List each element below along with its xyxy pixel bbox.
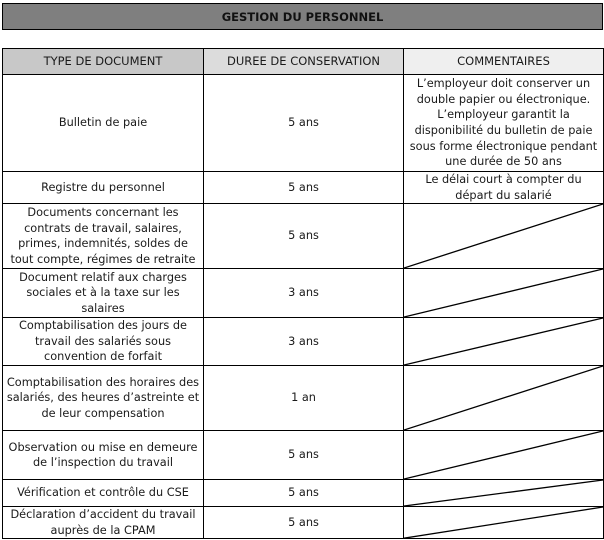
comment-cell-empty — [404, 507, 604, 539]
retention-duration-cell: 5 ans — [204, 431, 404, 480]
retention-duration-cell: 3 ans — [204, 269, 404, 318]
diagonal-line — [404, 431, 603, 479]
document-type-cell: Observation ou mise en demeure de l’inspection du travail — [3, 431, 204, 480]
table-row — [3, 75, 604, 172]
document-type-cell: Déclaration d’accident du travail auprès de la CPAM — [3, 507, 204, 539]
diagonal-strike-icon — [404, 366, 603, 430]
diagonal-line — [404, 480, 603, 506]
retention-duration-cell: 5 ans — [204, 75, 404, 172]
table-row — [3, 366, 604, 431]
comment-cell: Le délai court à compter du départ du salarié — [404, 172, 604, 204]
comment-cell-empty — [404, 431, 604, 480]
diagonal-line — [404, 318, 603, 365]
document-type-cell: Document relatif aux charges sociales et à la taxe sur les salaires — [3, 269, 204, 318]
document-type-cell: Bulletin de paie — [3, 75, 204, 172]
comment-cell-empty — [404, 204, 604, 269]
comment-cell-empty — [404, 480, 604, 507]
table-header-row — [3, 49, 604, 75]
table-row — [3, 318, 604, 366]
column-header-commentaires: COMMENTAIRES — [404, 49, 604, 75]
diagonal-strike-icon — [404, 204, 603, 268]
diagonal-line — [404, 204, 603, 268]
diagonal-line — [404, 366, 603, 430]
comment-cell-empty — [404, 366, 604, 431]
diagonal-line — [404, 507, 603, 538]
column-header-type: TYPE DE DOCUMENT — [3, 49, 204, 75]
comment-cell: L’employeur doit conserver un double papier ou électronique. L’employeur garantit la disponibilité du bulletin de paie sous forme électronique pendant une durée de 50 ans — [404, 75, 604, 172]
document-type-cell: Comptabilisation des horaires des salariés, des heures d’astreinte et de leur compensation — [3, 366, 204, 431]
retention-duration-cell: 1 an — [204, 366, 404, 431]
section-title: GESTION DU PERSONNEL — [2, 3, 603, 30]
diagonal-strike-icon — [404, 507, 603, 538]
table-row — [3, 269, 604, 318]
table-row — [3, 431, 604, 480]
diagonal-strike-icon — [404, 431, 603, 479]
diagonal-strike-icon — [404, 480, 603, 506]
retention-duration-cell: 3 ans — [204, 318, 404, 366]
table-row — [3, 204, 604, 269]
diagonal-line — [404, 269, 603, 317]
document-type-cell: Documents concernant les contrats de travail, salaires, primes, indemnités, soldes de tout compte, régimes de retraite — [3, 204, 204, 269]
diagonal-strike-icon — [404, 269, 603, 317]
diagonal-strike-icon — [404, 318, 603, 365]
document-type-cell: Registre du personnel — [3, 172, 204, 204]
table-row — [3, 507, 604, 539]
column-header-duree: DUREE DE CONSERVATION — [204, 49, 404, 75]
table-row — [3, 480, 604, 507]
retention-duration-cell: 5 ans — [204, 507, 404, 539]
comment-cell-empty — [404, 269, 604, 318]
retention-table — [2, 48, 604, 539]
retention-duration-cell: 5 ans — [204, 480, 404, 507]
document-type-cell: Vérification et contrôle du CSE — [3, 480, 204, 507]
table-row — [3, 172, 604, 204]
document-type-cell: Comptabilisation des jours de travail des salariés sous convention de forfait — [3, 318, 204, 366]
retention-duration-cell: 5 ans — [204, 172, 404, 204]
comment-cell-empty — [404, 318, 604, 366]
retention-duration-cell: 5 ans — [204, 204, 404, 269]
